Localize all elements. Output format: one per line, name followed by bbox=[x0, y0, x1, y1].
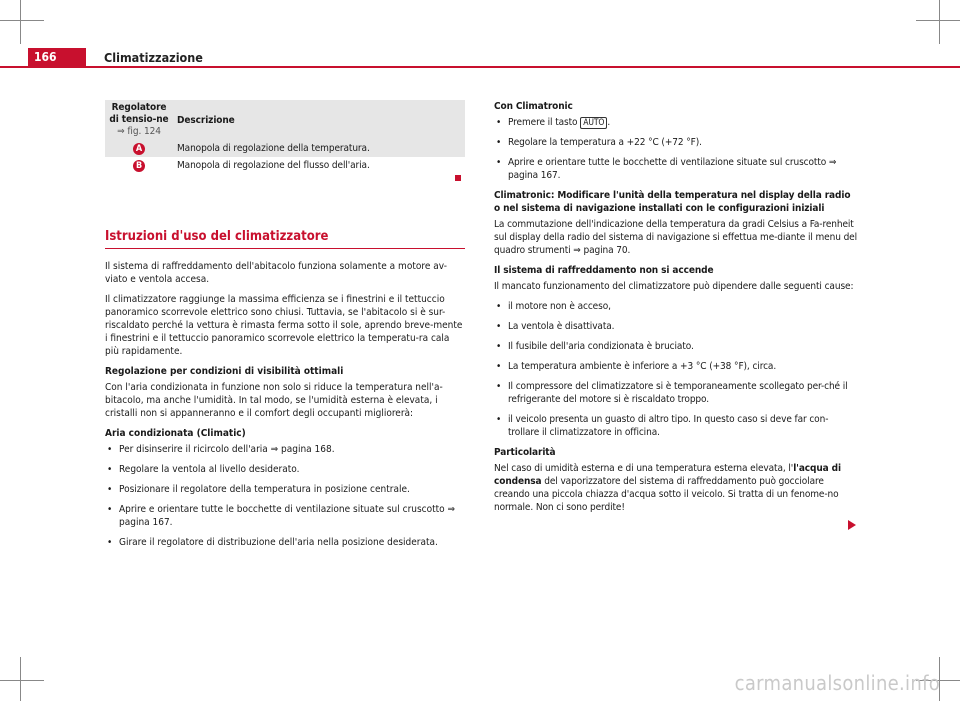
paragraph: Il sistema di raffreddamento dell'abitacolo funziona solamente a motore av-viato e ventola accesa. bbox=[105, 261, 448, 285]
list-item: • Posizionare il regolatore della temperatura in posizione centrale. bbox=[105, 483, 465, 496]
subheading: Il sistema di raffreddamento non si accende bbox=[494, 265, 714, 276]
figure-reference-link[interactable]: ⇒ fig. 124 bbox=[117, 126, 161, 137]
table-cell-description: Manopola di regolazione del flusso dell'aria. bbox=[177, 160, 370, 171]
col-regulator-header bbox=[105, 100, 173, 140]
col-regulator-label: Regolatore di tensio-ne bbox=[109, 102, 169, 125]
table-cell-description: Manopola di regolazione della temperatura. bbox=[177, 143, 370, 154]
paragraph: Il mancato funzionamento del climatizzatore può dipendere dalle seguenti cause: bbox=[494, 281, 854, 292]
list-item: • Per disinserire il ricircolo dell'aria ⇒ pagina 168. bbox=[105, 443, 465, 456]
crop-mark bbox=[0, 680, 44, 681]
list-item: • il veicolo presenta un guasto di altro tipo. In questo caso si deve far con-trollare il climatizzatore in officina. bbox=[494, 413, 859, 439]
callout-b-icon: B bbox=[133, 160, 145, 172]
subheading: Aria condizionata (Climatic) bbox=[105, 428, 246, 439]
callout-a-icon: A bbox=[133, 143, 145, 155]
page-number: 166 bbox=[28, 48, 86, 66]
subheading: Regolazione per condizioni di visibilità ottimali bbox=[105, 366, 344, 377]
section-title: Istruzioni d'uso del climatizzatore bbox=[105, 229, 465, 249]
auto-key-icon: AUTO bbox=[580, 117, 607, 129]
crop-mark bbox=[0, 20, 44, 21]
watermark: carmanualsonline.info bbox=[734, 671, 940, 695]
list-item: • La ventola è disattivata. bbox=[494, 320, 859, 333]
list-item: • Aprire e orientare tutte le bocchette di ventilazione situate sul cruscotto ⇒ pagina 167. bbox=[494, 156, 859, 182]
paragraph: Nel caso di umidità esterna e di una temperatura esterna elevata, l'l'acqua di condensa del vaporizzatore del sistema di raffreddamento può gocciolare creando una piccola chiazza d'acqua sotto il veicolo. Si tratta di un fenome-no normale. Non ci sono perdite! bbox=[494, 463, 841, 513]
crop-mark bbox=[20, 0, 21, 44]
right-body bbox=[494, 100, 859, 521]
subheading: Climatronic: Modificare l'unità della temperatura nel display della radio o nel sistema di navigazione installati con le configurazioni iniziali bbox=[494, 190, 851, 214]
left-body bbox=[105, 260, 465, 556]
paragraph: Il climatizzatore raggiunge la massima efficienza se i finestrini e il tettuccio panoramico scorrevole elettrico sono chiusi. Tuttavia, se l'abitacolo si è sur-riscaldato perché la vettura è rimasta ferma sotto il sole, aprendo breve-mente i finestrini e il tettuccio panoramico scorrevole elettrico la temperatu-ra cala più rapidamente. bbox=[105, 294, 463, 357]
list-item: • Girare il regolatore di distribuzione dell'aria nella posizione desiderata. bbox=[105, 536, 465, 549]
list-item: • La temperatura ambiente è inferiore a +3 °C (+38 °F), circa. bbox=[494, 360, 859, 373]
table-row bbox=[105, 157, 465, 174]
list-item: • Regolare la temperatura a +22 °C (+72 °F). bbox=[494, 136, 859, 149]
spec-table bbox=[105, 100, 465, 174]
list-item: • Il fusibile dell'aria condizionata è bruciato. bbox=[494, 340, 859, 353]
spec-table-wrap bbox=[105, 100, 465, 174]
list-item: • Premere il tasto AUTO . bbox=[494, 116, 859, 129]
list-item: • Aprire e orientare tutte le bocchette di ventilazione situate sul cruscotto ⇒ pagina 167. bbox=[105, 503, 465, 529]
chapter-title: Climatizzazione bbox=[104, 50, 203, 65]
table-row bbox=[105, 140, 465, 157]
list-item: • Regolare la ventola al livello desiderato. bbox=[105, 463, 465, 476]
section-end-icon bbox=[455, 175, 461, 181]
crop-mark bbox=[939, 0, 940, 44]
col-description-header: Descrizione bbox=[177, 114, 235, 126]
list-item: • Il compressore del climatizzatore si è temporaneamente scollegato per-ché il refrigerante del motore si è riscaldato troppo. bbox=[494, 380, 859, 406]
subheading: Particolarità bbox=[494, 447, 556, 458]
subheading: Con Climatronic bbox=[494, 101, 573, 112]
header-rule bbox=[0, 66, 960, 68]
paragraph: La commutazione dell'indicazione della temperatura da gradi Celsius a Fa-renheit sul display della radio del sistema di navigazione si effettua me-diante il menu del quadro strumenti ⇒ pagina 70. bbox=[494, 219, 858, 256]
crop-mark bbox=[20, 657, 21, 701]
crop-mark bbox=[916, 20, 960, 21]
table-header-row bbox=[105, 100, 465, 140]
list-item: • il motore non è acceso, bbox=[494, 300, 859, 313]
continue-arrow-icon bbox=[848, 520, 856, 530]
paragraph: Con l'aria condizionata in funzione non solo si riduce la temperatura nell'a-bitacolo, ma anche l'umidità. In tal modo, se l'umidità esterna è elevata, i cristalli non si appanneranno e il comfort degli occupanti migliorerà: bbox=[105, 382, 443, 419]
